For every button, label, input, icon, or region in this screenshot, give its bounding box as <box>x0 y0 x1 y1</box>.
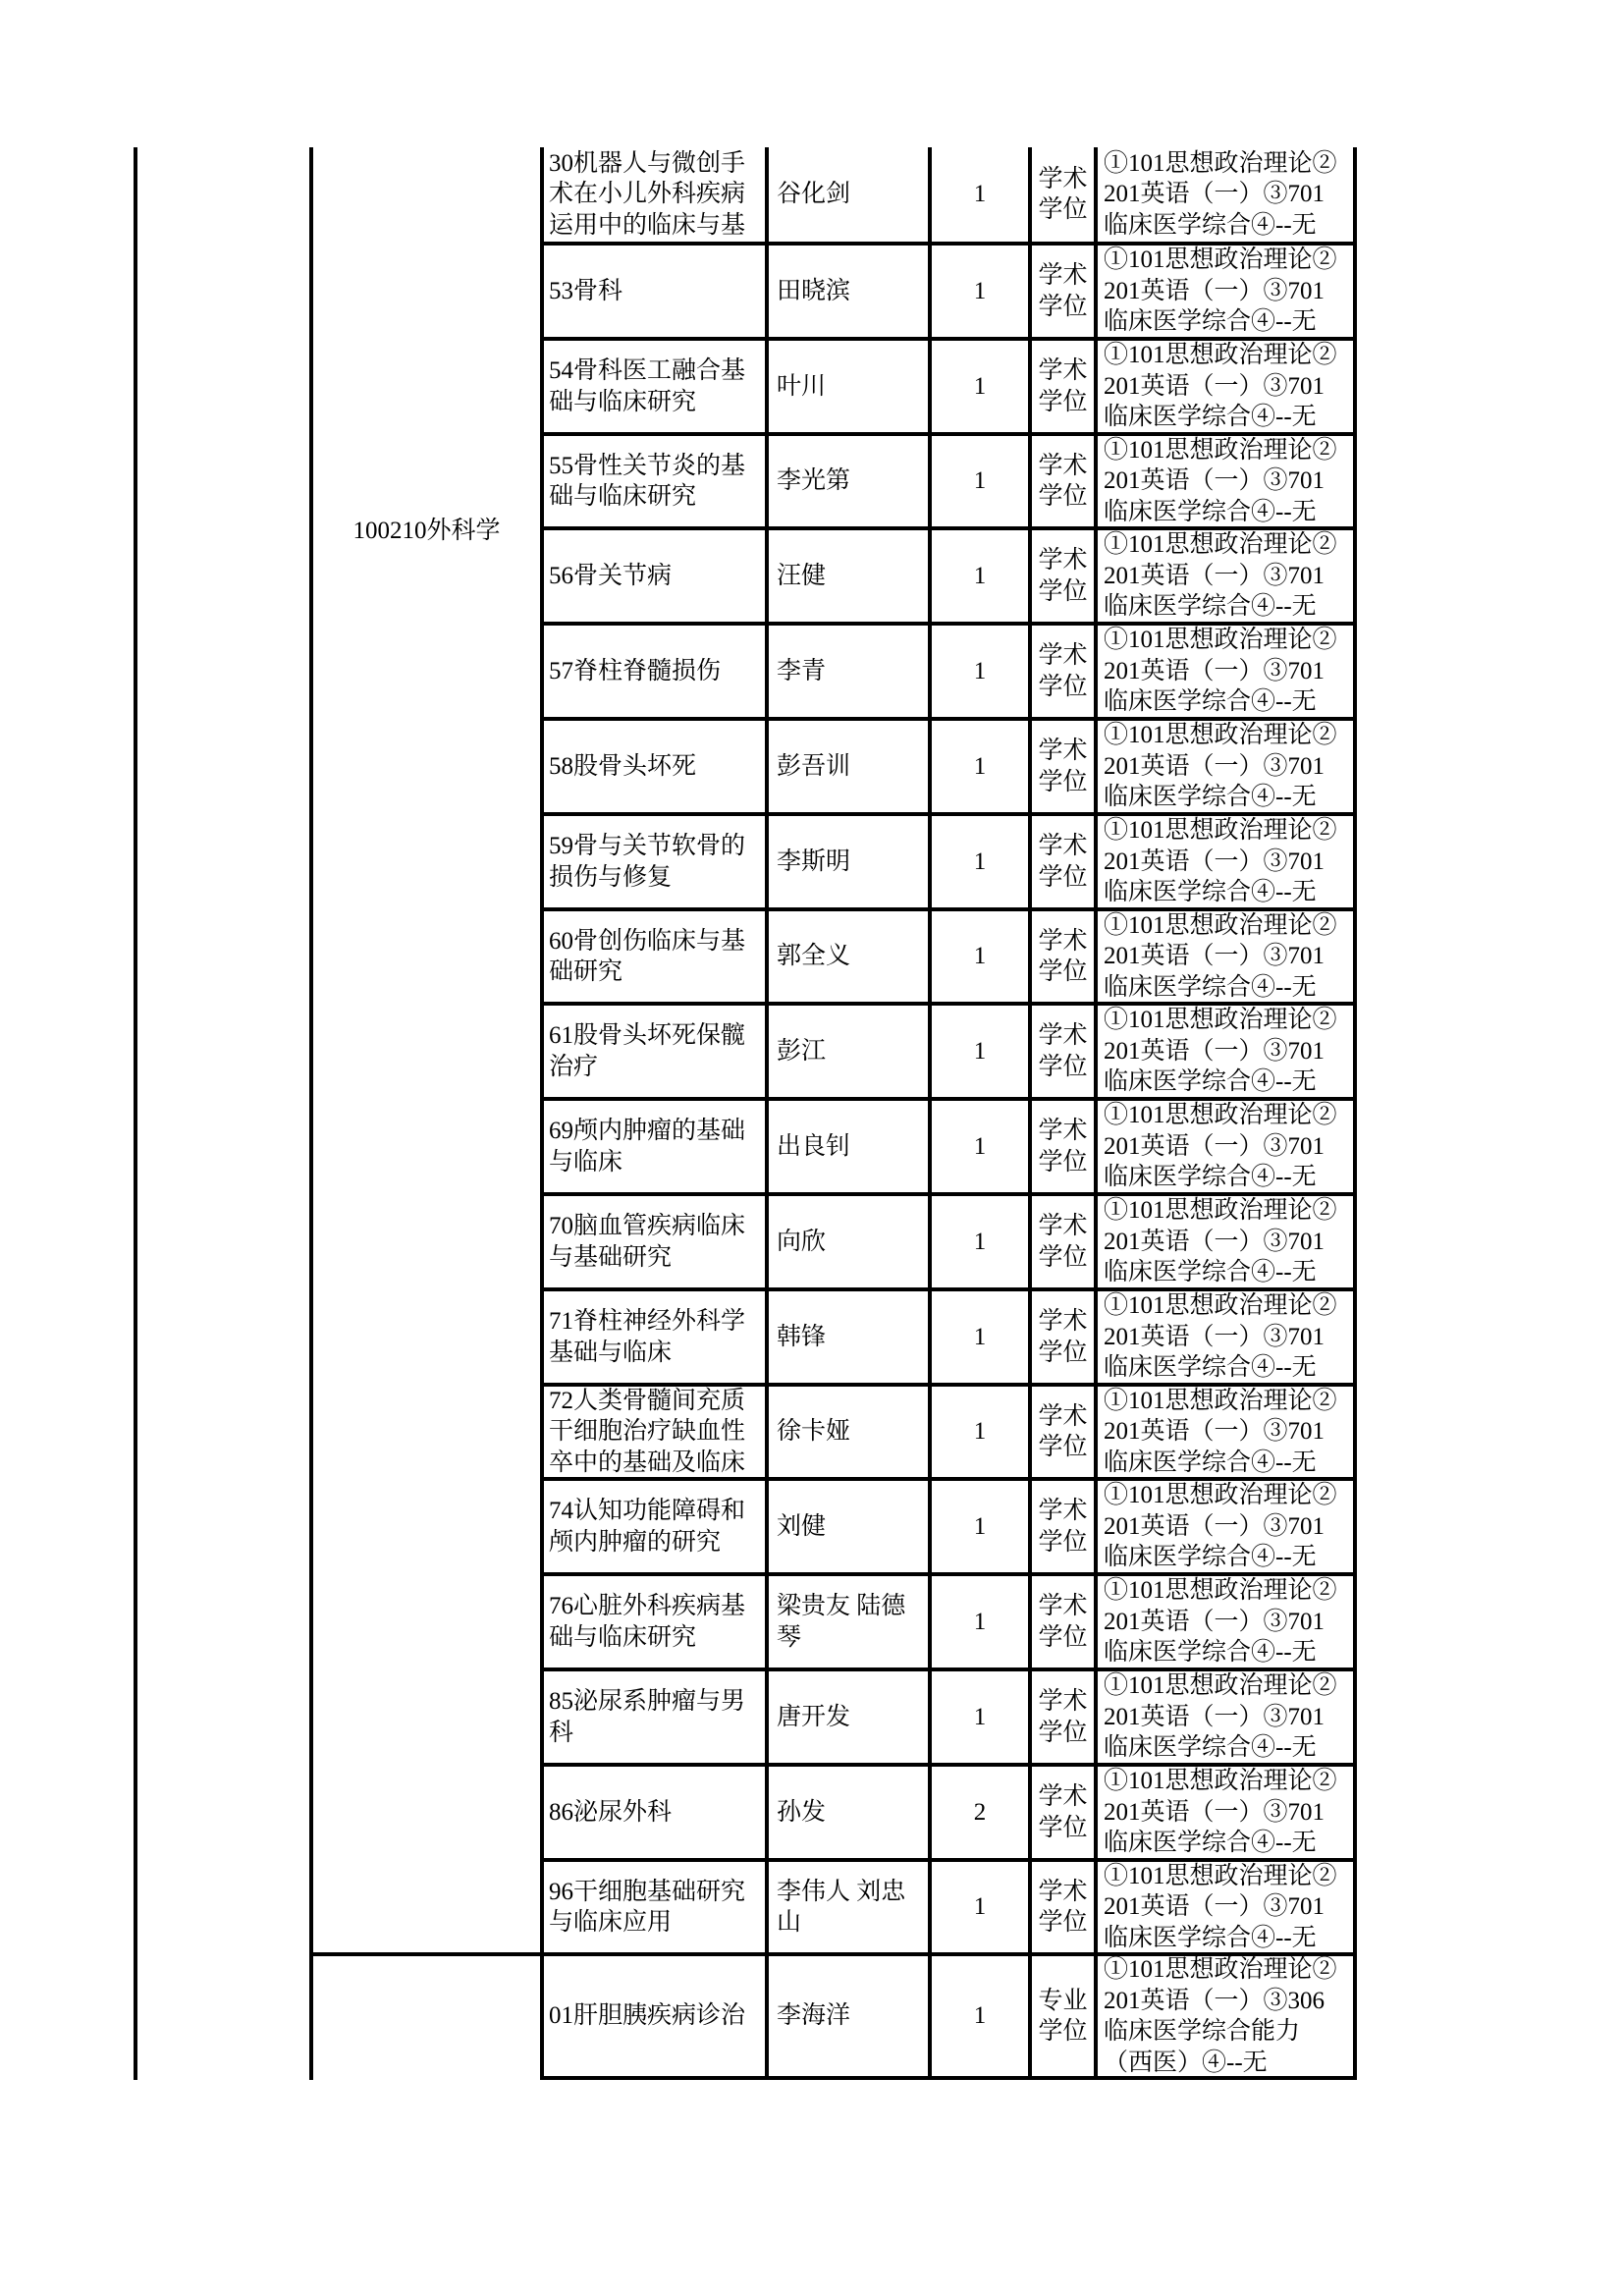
quota-cell <box>932 816 1028 907</box>
quota-text: 1 <box>973 1608 987 1635</box>
supervisor-text: 李青 <box>777 657 827 684</box>
quota-text: 1 <box>973 1323 987 1350</box>
degree-type-cell <box>1032 1101 1094 1192</box>
supervisor-text: 彭吾训 <box>777 752 851 780</box>
quota-text: 1 <box>973 1703 987 1730</box>
quota-text: 1 <box>973 847 987 875</box>
research-direction-cell <box>544 721 765 812</box>
quota-text: 1 <box>973 1037 987 1065</box>
supervisor-cell <box>769 1862 928 1952</box>
research-direction-cell <box>544 1006 765 1097</box>
degree-type-cell <box>1032 147 1094 242</box>
research-direction-text: 85泌尿系肿瘤与男科 <box>549 1688 746 1746</box>
research-direction-text: 72人类骨髓间充质干细胞治疗缺血性卒中的基础及临床 <box>549 1387 746 1476</box>
degree-type-cell <box>1032 1006 1094 1097</box>
exam-subjects-cell <box>1098 1767 1353 1858</box>
supervisor-cell <box>769 911 928 1002</box>
degree-type-text: 学术学位 <box>1038 1022 1088 1080</box>
research-direction-cell <box>544 1767 765 1858</box>
supervisor-text: 郭全义 <box>777 943 851 970</box>
research-direction-text: 76心脏外科疾病基础与临床研究 <box>549 1593 746 1651</box>
exam-subjects-cell <box>1098 1006 1353 1097</box>
degree-type-text: 学术学位 <box>1038 262 1088 320</box>
exam-subjects-text: ①101思想政治理论②201英语（一）③701临床医学综合④--无 <box>1104 1387 1337 1476</box>
quota-cell <box>932 1671 1028 1763</box>
quota-text: 1 <box>973 2002 987 2030</box>
table-row <box>0 911 1623 1002</box>
quota-text: 1 <box>973 1512 987 1540</box>
quota-cell <box>932 1196 1028 1287</box>
quota-cell <box>932 626 1028 717</box>
table-row <box>0 530 1623 622</box>
exam-subjects-cell <box>1098 911 1353 1002</box>
quota-cell <box>932 530 1028 622</box>
degree-type-cell <box>1032 1291 1094 1383</box>
research-direction-cell <box>544 1862 765 1952</box>
supervisor-text: 韩锋 <box>777 1323 827 1350</box>
table-row <box>0 1387 1623 1477</box>
research-direction-text: 58股骨头坏死 <box>549 752 697 780</box>
degree-type-text: 学术学位 <box>1038 1498 1088 1556</box>
degree-type-text: 学术学位 <box>1038 1593 1088 1651</box>
quota-text: 2 <box>973 1798 987 1826</box>
research-direction-cell <box>544 530 765 622</box>
quota-cell <box>932 911 1028 1002</box>
exam-subjects-cell <box>1098 246 1353 337</box>
table-row <box>0 246 1623 337</box>
exam-subjects-cell <box>1098 147 1353 242</box>
table-row <box>0 436 1623 526</box>
quota-cell <box>932 1576 1028 1667</box>
quota-cell <box>932 1387 1028 1477</box>
research-direction-cell <box>544 1387 765 1477</box>
supervisor-text: 彭江 <box>777 1037 827 1065</box>
quota-text: 1 <box>973 467 987 495</box>
degree-type-cell <box>1032 1387 1094 1477</box>
table-row <box>0 341 1623 432</box>
exam-subjects-cell <box>1098 530 1353 622</box>
table-row <box>0 1101 1623 1192</box>
quota-cell <box>932 436 1028 526</box>
table-row <box>0 1006 1623 1097</box>
degree-type-cell <box>1032 1671 1094 1763</box>
degree-type-text: 学术学位 <box>1038 357 1088 415</box>
exam-subjects-text: ①101思想政治理论②201英语（一）③701临床医学综合④--无 <box>1104 246 1337 336</box>
supervisor-text: 梁贵友 陆德琴 <box>777 1593 906 1651</box>
table-row <box>0 1576 1623 1667</box>
supervisor-cell <box>769 1387 928 1477</box>
degree-type-text: 学术学位 <box>1038 833 1088 891</box>
major-label: 100210外科学 <box>352 518 501 544</box>
degree-type-cell <box>1032 1481 1094 1572</box>
exam-subjects-text: ①101思想政治理论②201英语（一）③701临床医学综合④--无 <box>1104 627 1337 716</box>
exam-subjects-text: ①101思想政治理论②201英语（一）③701临床医学综合④--无 <box>1104 149 1337 239</box>
degree-type-text: 学术学位 <box>1038 547 1088 605</box>
research-direction-text: 56骨关节病 <box>549 562 673 589</box>
quota-text: 1 <box>973 181 987 208</box>
supervisor-text: 徐卡娅 <box>777 1418 851 1446</box>
quota-cell <box>932 721 1028 812</box>
supervisor-text: 刘健 <box>777 1512 827 1540</box>
research-direction-cell <box>544 1196 765 1287</box>
research-direction-cell <box>544 147 765 242</box>
exam-subjects-text: ①101思想政治理论②201英语（一）③701临床医学综合④--无 <box>1104 1482 1337 1571</box>
supervisor-cell <box>769 341 928 432</box>
research-direction-text: 70脑血管疾病临床与基础研究 <box>549 1213 746 1271</box>
degree-type-cell <box>1032 436 1094 526</box>
research-direction-text: 54骨科医工融合基础与临床研究 <box>549 357 746 415</box>
supervisor-text: 向欣 <box>777 1228 827 1255</box>
degree-type-cell <box>1032 1956 1094 2076</box>
exam-subjects-cell <box>1098 1862 1353 1952</box>
exam-subjects-cell <box>1098 1196 1353 1287</box>
supervisor-text: 李海洋 <box>777 2002 851 2030</box>
degree-type-cell <box>1032 1196 1094 1287</box>
supervisor-cell <box>769 1956 928 2076</box>
quota-cell <box>932 147 1028 242</box>
research-direction-text: 55骨性关节炎的基础与临床研究 <box>549 452 746 510</box>
table-row <box>0 721 1623 812</box>
research-direction-cell <box>544 1291 765 1383</box>
table-rule <box>540 2076 1357 2080</box>
research-direction-text: 71脊柱神经外科学基础与临床 <box>549 1308 746 1366</box>
supervisor-text: 孙发 <box>777 1798 827 1826</box>
quota-text: 1 <box>973 1893 987 1921</box>
supervisor-cell <box>769 1006 928 1097</box>
degree-type-text: 学术学位 <box>1038 1688 1088 1746</box>
degree-type-cell <box>1032 530 1094 622</box>
supervisor-cell <box>769 1576 928 1667</box>
research-direction-text: 60骨创伤临床与基础研究 <box>549 927 746 985</box>
quota-text: 1 <box>973 277 987 304</box>
supervisor-cell <box>769 626 928 717</box>
exam-subjects-cell <box>1098 1101 1353 1192</box>
research-direction-cell <box>544 626 765 717</box>
research-direction-cell <box>544 341 765 432</box>
table-row <box>0 147 1623 242</box>
exam-subjects-cell <box>1098 626 1353 717</box>
quota-cell <box>932 1862 1028 1952</box>
exam-subjects-cell <box>1098 1291 1353 1383</box>
supervisor-cell <box>769 147 928 242</box>
quota-cell <box>932 1767 1028 1858</box>
exam-subjects-cell <box>1098 1671 1353 1763</box>
research-direction-cell <box>544 816 765 907</box>
table-row <box>0 1956 1623 2076</box>
exam-subjects-text: ①101思想政治理论②201英语（一）③701临床医学综合④--无 <box>1104 1672 1337 1762</box>
exam-subjects-text: ①101思想政治理论②201英语（一）③701临床医学综合④--无 <box>1104 722 1337 811</box>
supervisor-text: 汪健 <box>777 562 827 589</box>
quota-cell <box>932 1101 1028 1192</box>
degree-type-text: 学术学位 <box>1038 1783 1088 1841</box>
supervisor-text: 叶川 <box>777 372 827 400</box>
research-direction-text: 30机器人与微创手术在小儿外科疾病运用中的临床与基 <box>549 149 746 239</box>
exam-subjects-text: ①101思想政治理论②201英语（一）③701临床医学综合④--无 <box>1104 1292 1337 1382</box>
supervisor-text: 李斯明 <box>777 847 851 875</box>
table-row <box>0 1291 1623 1383</box>
quota-text: 1 <box>973 562 987 589</box>
degree-type-cell <box>1032 1767 1094 1858</box>
exam-subjects-text: ①101思想政治理论②201英语（一）③701临床医学综合④--无 <box>1104 1862 1337 1951</box>
table-row <box>0 1196 1623 1287</box>
research-direction-text: 57脊柱脊髓损伤 <box>549 657 722 684</box>
exam-subjects-cell <box>1098 436 1353 526</box>
exam-subjects-text: ①101思想政治理论②201英语（一）③701临床医学综合④--无 <box>1104 1768 1337 1857</box>
supervisor-text: 出良钊 <box>777 1132 851 1160</box>
degree-type-text: 学术学位 <box>1038 1118 1088 1175</box>
table-row <box>0 1862 1623 1952</box>
supervisor-text: 李伟人 刘忠山 <box>777 1878 906 1936</box>
supervisor-text: 李光第 <box>777 467 851 495</box>
quota-text: 1 <box>973 1418 987 1446</box>
supervisor-cell <box>769 436 928 526</box>
degree-type-cell <box>1032 1862 1094 1952</box>
exam-subjects-text: ①101思想政治理论②201英语（一）③701临床医学综合④--无 <box>1104 817 1337 906</box>
exam-subjects-text: ①101思想政治理论②201英语（一）③701临床医学综合④--无 <box>1104 342 1337 431</box>
table-row <box>0 1671 1623 1763</box>
exam-subjects-cell <box>1098 1387 1353 1477</box>
supervisor-cell <box>769 721 928 812</box>
quota-text: 1 <box>973 1132 987 1160</box>
quota-cell <box>932 1291 1028 1383</box>
table-row <box>0 816 1623 907</box>
degree-type-cell <box>1032 911 1094 1002</box>
research-direction-text: 69颅内肿瘤的基础与临床 <box>549 1118 746 1175</box>
table-row <box>0 1767 1623 1858</box>
degree-type-text: 学术学位 <box>1038 1402 1088 1460</box>
research-direction-cell <box>544 436 765 526</box>
research-direction-cell <box>544 246 765 337</box>
degree-type-text: 学术学位 <box>1038 165 1088 223</box>
supervisor-text: 谷化剑 <box>777 181 851 208</box>
degree-type-cell <box>1032 721 1094 812</box>
exam-subjects-text: ①101思想政治理论②201英语（一）③701临床医学综合④--无 <box>1104 436 1337 525</box>
degree-type-cell <box>1032 246 1094 337</box>
quota-cell <box>932 1006 1028 1097</box>
research-direction-text: 74认知功能障碍和颅内肿瘤的研究 <box>549 1498 746 1556</box>
research-direction-text: 86泌尿外科 <box>549 1798 673 1826</box>
exam-subjects-text: ①101思想政治理论②201英语（一）③701临床医学综合④--无 <box>1104 911 1337 1001</box>
degree-type-cell <box>1032 1576 1094 1667</box>
research-direction-cell <box>544 1576 765 1667</box>
research-direction-text: 59骨与关节软骨的损伤与修复 <box>549 833 746 891</box>
research-direction-text: 01肝胆胰疾病诊治 <box>549 2002 746 2030</box>
quota-text: 1 <box>973 1228 987 1255</box>
research-direction-cell <box>544 1481 765 1572</box>
degree-type-cell <box>1032 341 1094 432</box>
degree-type-cell <box>1032 816 1094 907</box>
research-direction-cell <box>544 1101 765 1192</box>
supervisor-cell <box>769 816 928 907</box>
quota-text: 1 <box>973 752 987 780</box>
research-direction-text: 96干细胞基础研究与临床应用 <box>549 1878 746 1936</box>
quota-cell <box>932 1956 1028 2076</box>
degree-type-text: 专业学位 <box>1038 1987 1088 2045</box>
degree-type-text: 学术学位 <box>1038 452 1088 510</box>
supervisor-cell <box>769 1481 928 1572</box>
quota-text: 1 <box>973 372 987 400</box>
degree-type-text: 学术学位 <box>1038 642 1088 700</box>
table-row <box>0 626 1623 717</box>
exam-subjects-cell <box>1098 341 1353 432</box>
supervisor-cell <box>769 1291 928 1383</box>
supervisor-cell <box>769 246 928 337</box>
degree-type-text: 学术学位 <box>1038 1878 1088 1936</box>
research-direction-text: 61股骨头坏死保髋治疗 <box>549 1022 746 1080</box>
quota-cell <box>932 246 1028 337</box>
supervisor-cell <box>769 1101 928 1192</box>
supervisor-cell <box>769 1196 928 1287</box>
quota-cell <box>932 1481 1028 1572</box>
research-direction-text: 53骨科 <box>549 277 623 304</box>
exam-subjects-text: ①101思想政治理论②201英语（一）③701临床医学综合④--无 <box>1104 531 1337 621</box>
supervisor-cell <box>769 530 928 622</box>
research-direction-cell <box>544 911 765 1002</box>
supervisor-text: 唐开发 <box>777 1703 851 1730</box>
table-row <box>0 1481 1623 1572</box>
exam-subjects-text: ①101思想政治理论②201英语（一）③701临床医学综合④--无 <box>1104 1007 1337 1096</box>
degree-type-text: 学术学位 <box>1038 1308 1088 1366</box>
exam-subjects-cell <box>1098 1576 1353 1667</box>
supervisor-cell <box>769 1671 928 1763</box>
exam-subjects-cell <box>1098 1956 1353 2076</box>
degree-type-text: 学术学位 <box>1038 927 1088 985</box>
quota-text: 1 <box>973 943 987 970</box>
supervisor-cell <box>769 1767 928 1858</box>
research-direction-cell <box>544 1671 765 1763</box>
supervisor-text: 田晓滨 <box>777 277 851 304</box>
exam-subjects-cell <box>1098 721 1353 812</box>
exam-subjects-text: ①101思想政治理论②201英语（一）③701临床医学综合④--无 <box>1104 1577 1337 1667</box>
exam-subjects-cell <box>1098 1481 1353 1572</box>
quota-text: 1 <box>973 657 987 684</box>
exam-subjects-cell <box>1098 816 1353 907</box>
quota-cell <box>932 341 1028 432</box>
degree-type-text: 学术学位 <box>1038 1213 1088 1271</box>
exam-subjects-text: ①101思想政治理论②201英语（一）③306临床医学综合能力（西医）④--无 <box>1104 1956 1337 2076</box>
exam-subjects-text: ①101思想政治理论②201英语（一）③701临床医学综合④--无 <box>1104 1102 1337 1191</box>
degree-type-cell <box>1032 626 1094 717</box>
exam-subjects-text: ①101思想政治理论②201英语（一）③701临床医学综合④--无 <box>1104 1197 1337 1286</box>
degree-type-text: 学术学位 <box>1038 738 1088 795</box>
research-direction-cell <box>544 1956 765 2076</box>
